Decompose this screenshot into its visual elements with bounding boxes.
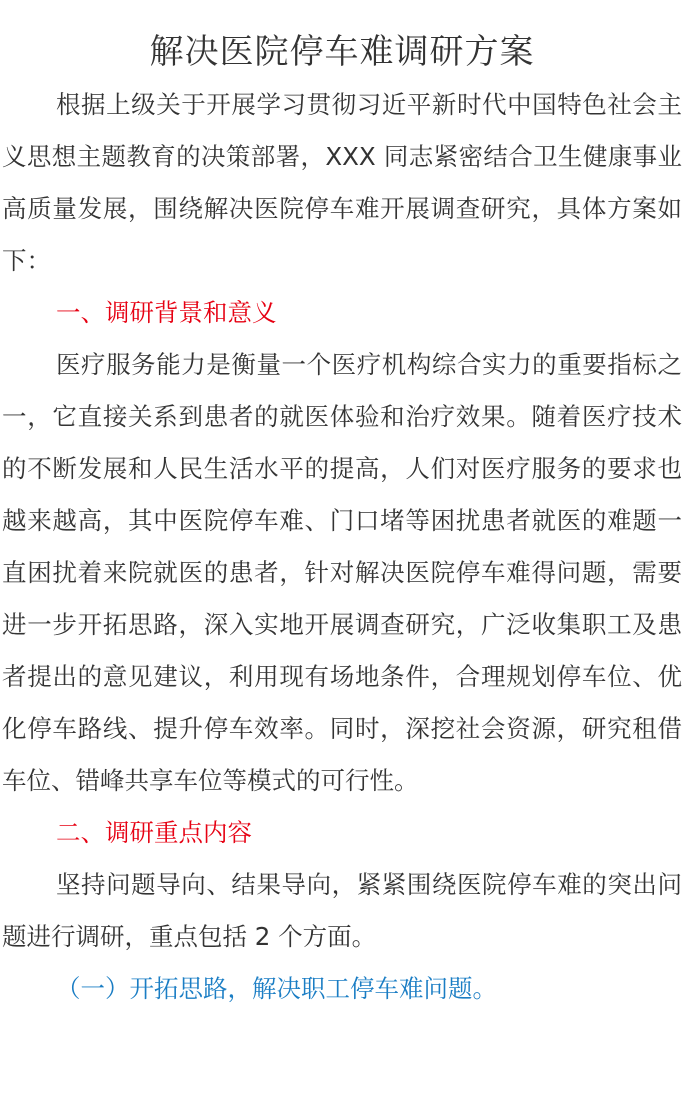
background-paragraph: 医疗服务能力是衡量一个医疗机构综合实力的重要指标之一，它直接关系到患者的就医体验和治疗效果。随着医疗技术的不断发展和人民生活水平的提高，人们对医疗服务的要求也越来越高，其中医院停车难、门口堵等困扰患者就医的难题一直困扰着来院就医的患者，针对解决医院停车难得问题，需要进一步开拓思路，深入实地开展调查研究，广泛收集职工及患者提出的意见建议，利用现有场地条件，合理规划停车位、优化停车路线、提升停车效率。同时，深挖社会资源，研究租借车位、错峰共享车位等模式的可行性。	[2, 350, 682, 795]
subsection-heading-staff-parking: （一）开拓思路，解决职工停车难问题。	[56, 974, 497, 1003]
document-title: 解决医院停车难调研方案	[149, 32, 535, 72]
document	[2, 0, 682, 1015]
section-heading-background: 一、调研背景和意义	[56, 298, 277, 327]
section-heading-key-content: 二、调研重点内容	[56, 818, 252, 847]
key-content-paragraph: 坚持问题导向、结果导向，紧紧围绕医院停车难的突出问题进行调研，重点包括 2 个方面。	[2, 870, 682, 951]
intro-paragraph: 根据上级关于开展学习贯彻习近平新时代中国特色社会主义思想主题教育的决策部署，XXX 同志紧密结合卫生健康事业高质量发展，围绕解决医院停车难开展调查研究，具体方案如下：	[2, 90, 682, 275]
